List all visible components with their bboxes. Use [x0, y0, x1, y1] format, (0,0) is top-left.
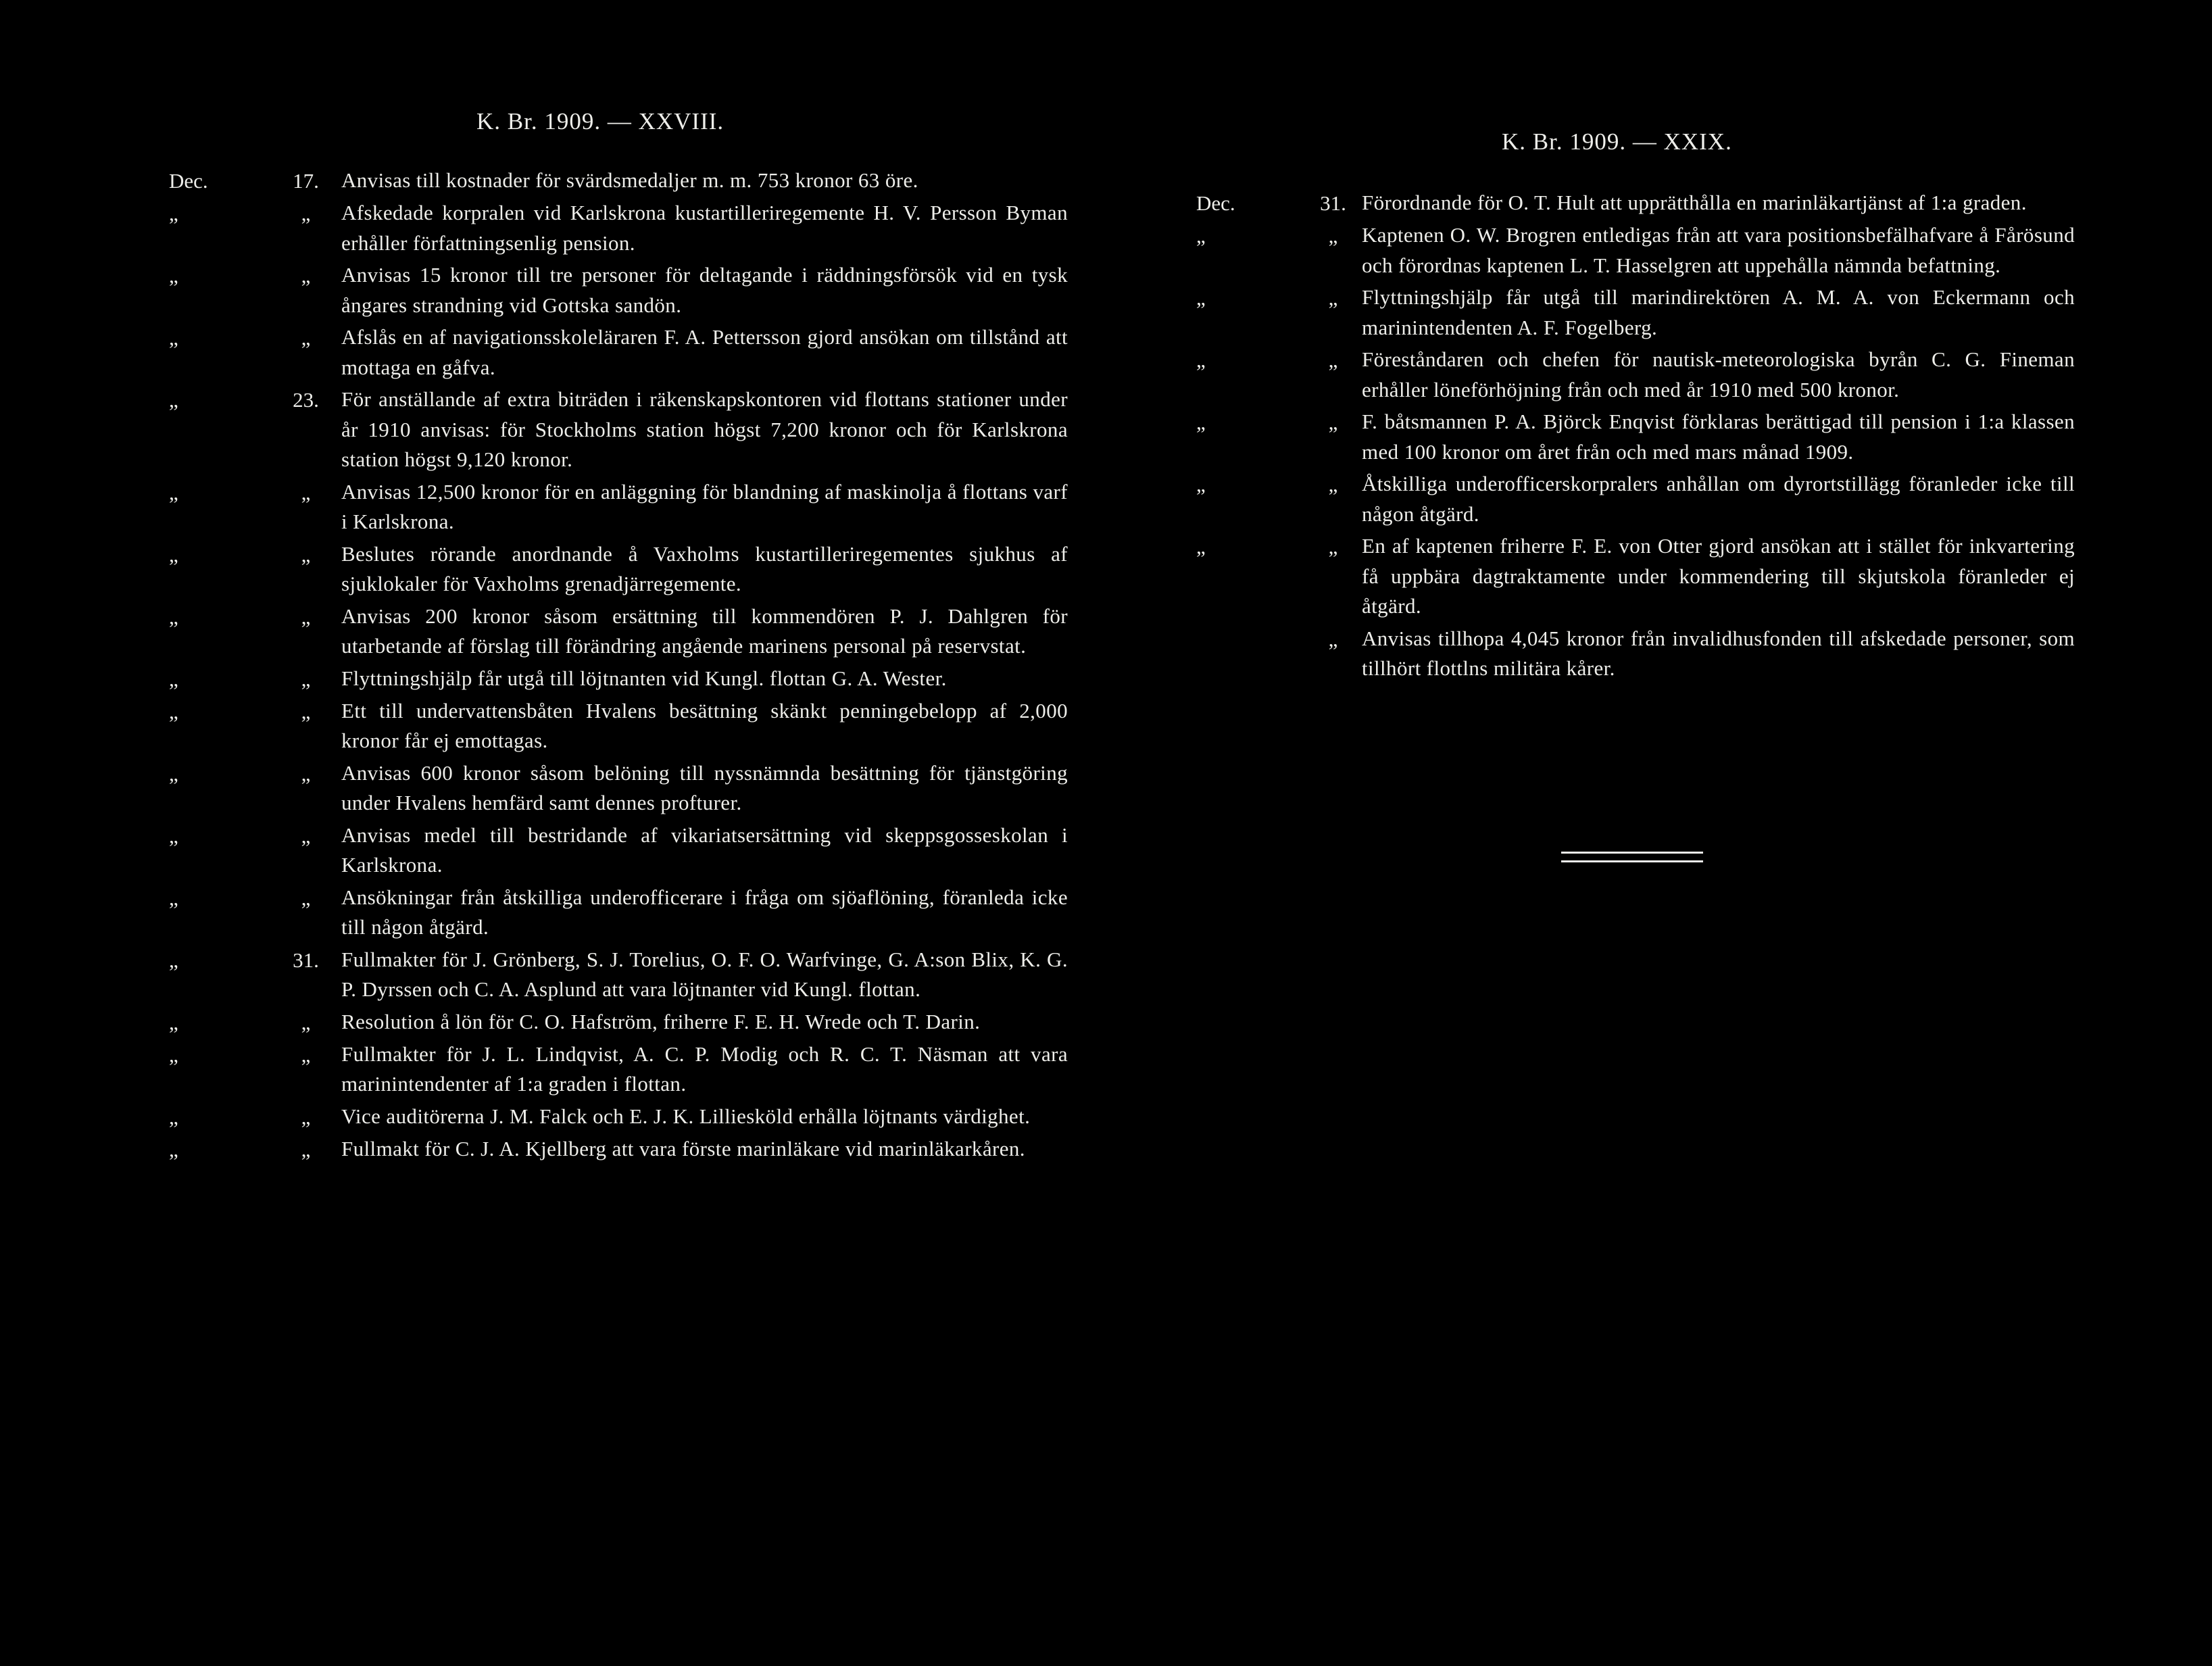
entry-day: „ — [301, 885, 311, 910]
entry-text: Ansökningar från åtskilliga underofficerare i fråga om sjöaflöning, föranleda icke till någon åtgärd. — [341, 885, 1068, 939]
entry-day: „ — [301, 761, 311, 785]
entry-text: Föreståndaren och chefen för nautisk-meteorologiska byrån C. G. Fineman erhåller löneförhöjning från och med år 1910 med 500 kronor. — [1362, 347, 2075, 401]
entry-day: „ — [301, 604, 311, 629]
list-item — [1196, 345, 2075, 405]
entry-month: „ — [169, 326, 178, 349]
entry-text: Fullmakter för J. L. Lindqvist, A. C. P. Modig och R. C. T. Näsman att vara marinintendenter af 1:a graden i flottan. — [341, 1042, 1068, 1096]
entry-day: 17. — [293, 169, 319, 193]
list-item — [1196, 469, 2075, 529]
entry-list — [1196, 188, 2075, 684]
entry-text: Anvisas 12,500 kronor för en anläggning för blandning af maskinolja å flottans varf i Karlskrona. — [341, 479, 1068, 533]
entry-day: „ — [301, 264, 311, 287]
entry-month: „ — [169, 201, 178, 225]
list-item — [1196, 407, 2075, 467]
list-item — [1196, 188, 2075, 218]
list-item — [169, 602, 1068, 662]
entry-month: „ — [169, 480, 178, 504]
entry-day: „ — [301, 326, 311, 349]
entry-text: Anvisas medel till bestridande af vikariatsersättning vid skeppsgosseskolan i Karlskrona. — [341, 823, 1068, 877]
entry-text: Afslås en af navigationsskoleläraren F. A. Pettersson gjord ansökan om tillstånd att mottaga en gåfva. — [341, 325, 1068, 379]
list-item — [169, 539, 1068, 599]
entry-month: „ — [169, 761, 178, 785]
list-item — [169, 696, 1068, 756]
entry-month: „ — [169, 388, 178, 412]
entry-day: „ — [1328, 627, 1338, 651]
entry-month: „ — [169, 666, 178, 691]
entry-text: Flyttningshjälp får utgå till marindirektören A. M. A. von Eckermann och marinintendenten A. F. Fogelberg. — [1362, 285, 2075, 339]
entry-text: Anvisas 200 kronor såsom ersättning till kommendören P. J. Dahlgren för utarbetande af förslag till förändring angående marinens personal på reservstat. — [341, 604, 1068, 658]
entry-text: Anvisas 15 kronor till tre personer för deltagande i räddningsförsök vid en tysk ångares strandning vid Gottska sandön. — [341, 263, 1068, 317]
entry-text: Fullmakt för C. J. A. Kjellberg att vara förste marinläkare vid marinläkarkåren. — [341, 1136, 1025, 1160]
list-item — [169, 758, 1068, 818]
list-item — [169, 820, 1068, 881]
entry-text: Anvisas tillhopa 4,045 kronor från invalidhusfonden till afskedade personer, som tillhört flottlns militära kårer. — [1362, 626, 2075, 680]
list-item — [169, 322, 1068, 383]
list-item — [169, 477, 1068, 537]
entry-text: Anvisas till kostnader för svärdsmedaljer m. m. 753 kronor 63 öre. — [341, 168, 918, 192]
entry-month: „ — [1196, 472, 1206, 496]
entry-text: För anställande af extra biträden i räkenskapskontoren vid flottans stationer under år 1910 anvisas: för Stockholms station högst 7,200 kronor och för Karlskrona station högst 9,120 kronor. — [341, 387, 1068, 471]
entry-month: Dec. — [1196, 191, 1235, 215]
entry-month: „ — [1196, 410, 1206, 434]
entry-month: „ — [169, 264, 178, 287]
entry-list — [169, 166, 1068, 1165]
list-item — [169, 1102, 1068, 1132]
entry-day: 31. — [293, 948, 319, 972]
list-item — [169, 166, 1068, 196]
entry-text: Åtskilliga underofficerskorpralers anhållan om dyrortstillägg föranleder icke till någon åtgärd. — [1362, 472, 2075, 526]
entry-day: „ — [301, 480, 311, 504]
entry-month: „ — [1196, 224, 1206, 247]
entry-month: „ — [169, 1137, 178, 1161]
entry-day: „ — [1328, 472, 1338, 496]
list-item — [169, 385, 1068, 475]
entry-text: Fullmakter för J. Grönberg, S. J. Torelius, O. F. O. Warfvinge, G. A:son Blix, K. G. P. Dyrssen och C. A. Asplund att vara löjtnanter vid Kungl. flottan. — [341, 947, 1068, 1001]
entry-day: „ — [1328, 410, 1338, 434]
entry-day: „ — [1328, 535, 1338, 558]
entry-month: „ — [169, 948, 178, 972]
entry-month: Dec. — [169, 169, 208, 193]
list-item — [169, 1007, 1068, 1037]
entry-day: „ — [301, 823, 311, 848]
list-item — [1196, 624, 2075, 684]
list-item — [169, 945, 1068, 1005]
list-item — [169, 1134, 1068, 1165]
entry-month: „ — [1196, 286, 1206, 310]
entry-day: 23. — [293, 388, 319, 412]
list-item — [169, 1039, 1068, 1100]
list-item — [169, 198, 1068, 258]
entry-day: „ — [1328, 348, 1338, 372]
entry-day: „ — [301, 1104, 311, 1129]
entry-day: „ — [301, 1042, 311, 1067]
entry-text: Resolution å lön för C. O. Hafström, friherre F. E. H. Wrede och T. Darin. — [341, 1009, 981, 1033]
entry-text: Flyttningshjälp får utgå till löjtnanten vid Kungl. flottan G. A. Wester. — [341, 666, 947, 690]
entry-month: „ — [1196, 348, 1206, 372]
entry-month: „ — [1196, 535, 1206, 558]
list-item — [169, 883, 1068, 943]
entry-day: „ — [1328, 224, 1338, 247]
list-item — [1196, 531, 2075, 622]
entry-text: Förordnande för O. T. Hult att upprätthålla en marinläkartjänst af 1:a graden. — [1362, 191, 2027, 214]
entry-text: Kaptenen O. W. Brogren entledigas från att vara positionsbefälhafvare å Fårösund och förordnas kaptenen L. T. Hasselgren att uppehålla nämnda befattning. — [1362, 223, 2075, 277]
entry-text: Beslutes rörande anordnande å Vaxholms kustartilleriregementes sjukhus af sjuklokaler för Vaxholms grenadjärregemente. — [341, 541, 1068, 595]
entry-day: „ — [1328, 286, 1338, 310]
entry-text: F. båtsmannen P. A. Björck Enqvist förklaras berättigad till pension i 1:a klassen med 100 kronor om året från och med mars månad 1909. — [1362, 410, 2075, 464]
entry-day: „ — [301, 1137, 311, 1161]
entry-month: „ — [169, 542, 178, 566]
entry-month: „ — [169, 1010, 178, 1034]
entry-text: Anvisas 600 kronor såsom belöning till nyssnämnda besättning för tjänstgöring under Hvalens hemfärd samt dennes profturer. — [341, 760, 1068, 814]
entry-month: „ — [169, 604, 178, 629]
entry-day: „ — [301, 699, 311, 723]
end-rule — [1561, 852, 1703, 862]
list-item — [1196, 220, 2075, 280]
entry-day: „ — [301, 542, 311, 566]
entry-month: „ — [169, 1042, 178, 1067]
entry-month: „ — [169, 699, 178, 723]
entry-text: Ett till undervattensbåten Hvalens besättning skänkt penningebelopp af 2,000 kronor får ej emottagas. — [341, 698, 1068, 752]
page-header: K. Br. 1909. — XXIX. — [1502, 128, 1732, 155]
entry-day: 31. — [1320, 191, 1346, 215]
page-header: K. Br. 1909. — XXVIII. — [476, 108, 724, 134]
entry-text: Vice auditörerna J. M. Falck och E. J. K. Lilliesköld erhålla löjtnants värdighet. — [341, 1104, 1031, 1128]
entry-day: „ — [301, 1010, 311, 1034]
list-item — [169, 664, 1068, 694]
entry-month: „ — [169, 1104, 178, 1129]
entry-month: „ — [169, 823, 178, 848]
entry-text: En af kaptenen friherre F. E. von Otter gjord ansökan att i stället för inkvartering få uppbära dagtraktamente under kommendering till skjutskola föranleder ej åtgärd. — [1362, 534, 2075, 618]
entry-text: Afskedade korpralen vid Karlskrona kustartilleriregemente H. V. Persson Byman erhåller författningsenlig pension. — [341, 201, 1068, 255]
entry-month — [1196, 624, 1304, 684]
entry-day: „ — [301, 201, 311, 225]
entry-day: „ — [301, 666, 311, 691]
list-item — [1196, 283, 2075, 343]
list-item — [169, 260, 1068, 320]
entry-month: „ — [169, 885, 178, 910]
